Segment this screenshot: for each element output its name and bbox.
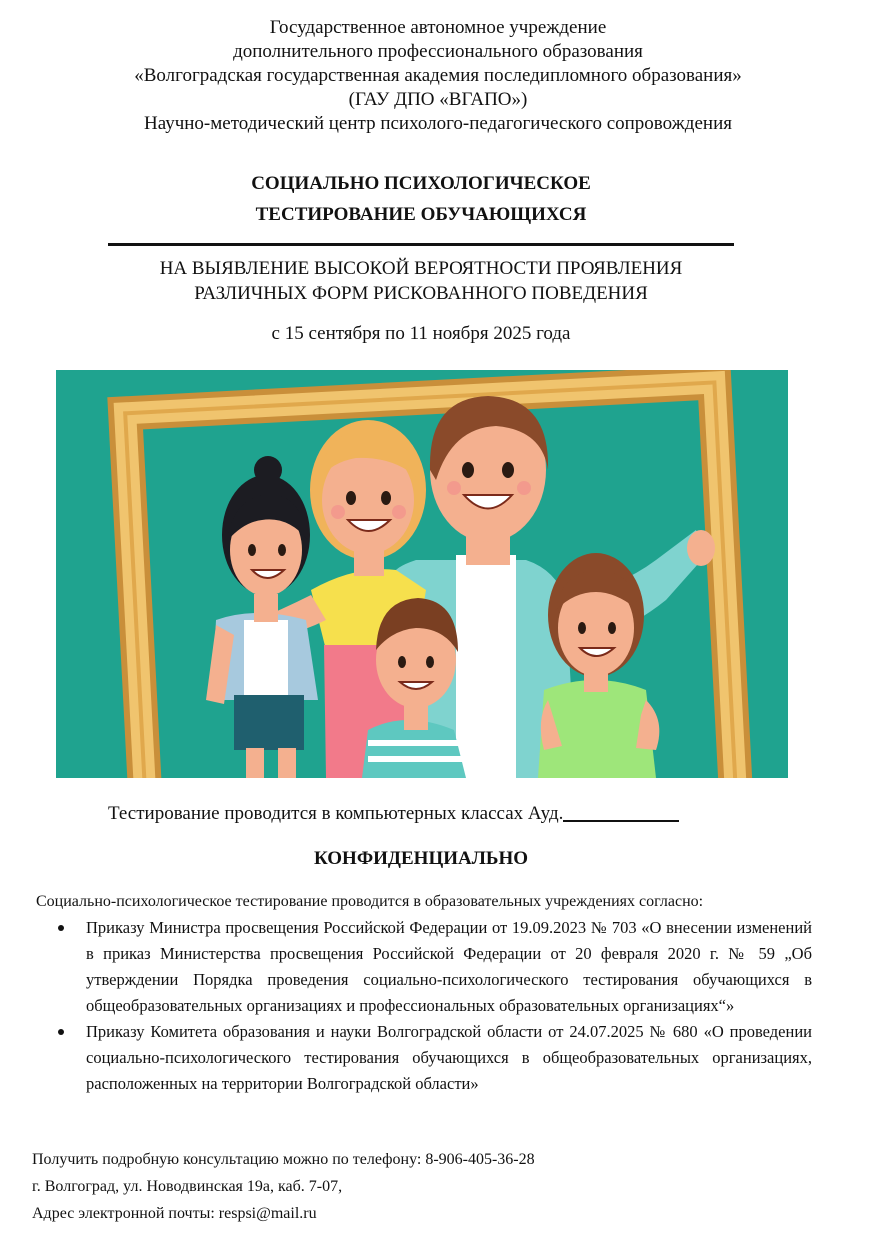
header-line: «Волгоградская государственная академия последипломного образования»: [134, 65, 742, 86]
testing-location-text: Тестирование проводится в компьютерных классах Ауд.: [108, 803, 564, 824]
document-subtitle: [0, 256, 842, 306]
testing-dates: с 15 сентября по 11 ноября 2025 года: [271, 323, 571, 344]
contact-info: [32, 1146, 535, 1227]
title-divider: [108, 243, 734, 246]
header-line: Государственное автономное учреждение: [269, 17, 607, 38]
legal-basis-intro: Социально-психологическое тестирование проводится в образовательных учреждениях согласно:: [36, 893, 704, 910]
orders-list: [0, 915, 812, 1097]
order-text: Приказу Министра просвещения Российской Федерации от 19.09.2023 № 703 «О внесении изменений в приказ Министерства просвещения Российской Федерации от 20 февраля 2020 г. № 59 „Об утверждении Порядка проведения социально-психологического тестирования обучающихся в общеобразовательных организациях и профессиональных образовательных организациях“»: [86, 918, 812, 1015]
order-text: Приказу Комитета образования и науки Волгоградской области от 24.07.2025 № 680 «О проведении социально-психологического тестирования обучающихся в общеобразовательных организациях, расположенных на территории Волгоградской области»: [86, 1022, 812, 1093]
subtitle-line-2: РАЗЛИЧНЫХ ФОРМ РИСКОВАННОГО ПОВЕДЕНИЯ: [194, 283, 648, 304]
bullet-icon: [58, 1029, 64, 1035]
title-line-2: ТЕСТИРОВАНИЕ ОБУЧАЮЩИХСЯ: [255, 204, 587, 225]
title-line-1: СОЦИАЛЬНО ПСИХОЛОГИЧЕСКОЕ: [251, 173, 591, 194]
contact-address: г. Волгоград, ул. Новодвинская 19а, каб. 7-07,: [32, 1178, 343, 1195]
subtitle-line-1: НА ВЫЯВЛЕНИЕ ВЫСОКОЙ ВЕРОЯТНОСТИ ПРОЯВЛЕНИЯ: [159, 258, 683, 279]
header-line: дополнительного профессионального образования: [233, 41, 643, 62]
bullet-icon: [58, 925, 64, 931]
organization-header: [0, 16, 876, 136]
header-line: Научно-методический центр психолого-педагогического сопровождения: [144, 113, 732, 134]
list-item: [0, 1019, 812, 1097]
confidential-label: КОНФИДЕНЦИАЛЬНО: [313, 848, 529, 869]
contact-phone: Получить подробную консультацию можно по телефону: 8-906-405-36-28: [32, 1151, 535, 1168]
header-line: (ГАУ ДПО «ВГАПО»): [348, 89, 528, 110]
document-title: [0, 168, 842, 230]
contact-email: Адрес электронной почты: respsi@mail.ru: [32, 1205, 317, 1222]
family-illustration: [56, 370, 788, 778]
testing-location: [108, 800, 679, 826]
room-number-blank: [563, 800, 679, 822]
list-item: [0, 915, 812, 1019]
